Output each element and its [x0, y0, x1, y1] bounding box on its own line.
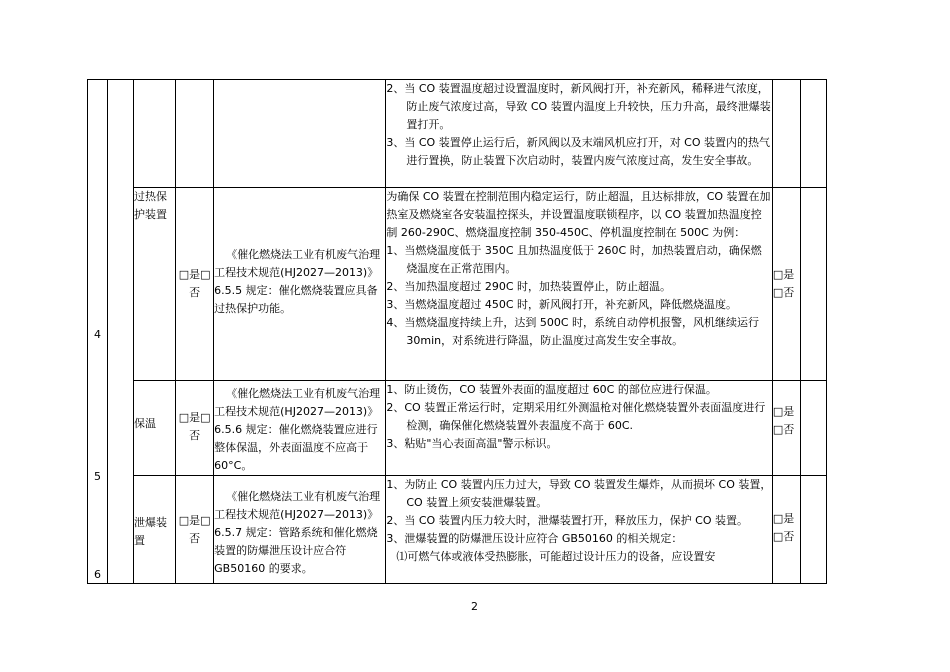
- measure-line: 1、为防止 CO 装置内压力过大，导致 CO 装置发生爆炸，从而损坏 CO 装置，CO 装置上须安装泄爆装置。: [386, 478, 772, 509]
- measure-line: 4、当燃烧温度持续上升，达到 500C 时，系统自动停机报警，风机继续运行 30min，对系统进行降温，防止温度过高发生安全事故。: [386, 316, 760, 347]
- item-name: 过热保护装置: [134, 188, 176, 381]
- regulation-text: 《催化燃烧法工业有机废气治理工程技术规范(HJ2027—2013)》6.5.6 规定：催化燃烧装置应进行整体保温，外表面温度不应高于 60°C。: [214, 387, 381, 472]
- row-number: 6: [94, 568, 101, 581]
- measure-line: 2、CO 装置正常运行时，定期采用红外测温枪对催化燃烧装置外表面温度进行检测，确保催化燃烧装置外表温度不高于 60C.: [386, 401, 766, 432]
- measure-cell: [386, 188, 773, 381]
- measure-line: 3、粘贴"当心表面高温"警示标识。: [386, 437, 558, 450]
- remark-cell: [800, 188, 826, 381]
- yes-checkbox[interactable]: □是: [772, 512, 795, 525]
- measure-line: 2、当加热温度超过 290C 时，加热装置停止，防止超温。: [386, 280, 672, 293]
- measure-line: 为确保 CO 装置在控制范围内稳定运行，防止超温，且达标排放，CO 装置在加热室及燃烧室各安装温控探头，并设置温度联锁程序，以 CO 装置加热温度控制 260-290C、燃烧温度控制 350-450C、停机温度控制在 500C 为例：: [386, 190, 771, 239]
- requirements-table: [87, 79, 827, 584]
- item-name: 泄爆装置: [134, 476, 176, 584]
- result-checkbox-cell: [772, 80, 800, 188]
- remark-cell: [800, 476, 826, 584]
- measure-line: 3、当燃烧温度超过 450C 时，新风阀打开，补充新风，降低燃烧温度。: [386, 298, 738, 311]
- table-row: [88, 381, 827, 476]
- no-checkbox[interactable]: □否: [772, 286, 795, 299]
- measure-line: ⑴可燃气体或液体受热膨胀，可能超过设计压力的设备，应设置安: [396, 550, 716, 563]
- yes-checkbox[interactable]: □是: [772, 268, 795, 281]
- item-name: [134, 80, 176, 188]
- yes-no-checkbox[interactable]: □是□否: [176, 381, 214, 476]
- regulation-cell: [214, 188, 386, 381]
- regulation-cell: [214, 476, 386, 584]
- row-number: 4: [94, 328, 101, 341]
- regulation-cell: [214, 80, 386, 188]
- result-checkbox-cell: [772, 381, 800, 476]
- yes-no-checkbox[interactable]: □是□否: [176, 476, 214, 584]
- regulation-text: 《催化燃烧法工业有机废气治理工程技术规范(HJ2027—2013)》6.5.5 规定：催化燃烧装置应具备过热保护功能。: [214, 248, 381, 315]
- measure-line: 3、泄爆装置的防爆泄压设计应符合 GB50160 的相关规定：: [386, 532, 683, 545]
- row-number-cell: [88, 80, 108, 584]
- measure-line: 1、防止烫伤，CO 装置外表面的温度超过 60C 的部位应进行保温。: [386, 383, 717, 396]
- result-checkbox-cell: [772, 188, 800, 381]
- no-checkbox[interactable]: □否: [772, 530, 795, 543]
- measure-line: 3、当 CO 装置停止运行后，新风阀以及末端风机应打开，对 CO 装置内的热气进行置换，防止装置下次启动时，装置内废气浓度过高，发生安全事故。: [386, 136, 771, 167]
- measure-cell: [386, 476, 773, 584]
- table-row: [88, 80, 827, 188]
- remark-cell: [800, 80, 826, 188]
- regulation-cell: [214, 381, 386, 476]
- result-checkbox-cell: [772, 476, 800, 584]
- blank-cell: [108, 80, 134, 584]
- measure-cell: [386, 381, 773, 476]
- measure-line: 2、当 CO 装置内压力较大时，泄爆装置打开，释放压力，保护 CO 装置。: [386, 514, 749, 527]
- yes-no-checkbox[interactable]: [176, 80, 214, 188]
- no-checkbox[interactable]: □否: [772, 423, 795, 436]
- measure-cell: [386, 80, 773, 188]
- measure-line: 2、当 CO 装置温度超过设置温度时，新风阀打开，补充新风，稀释进气浓度，防止废气浓度过高，导致 CO 装置内温度上升较快，压力升高，最终泄爆装置打开。: [386, 82, 771, 131]
- table-row: [88, 476, 827, 584]
- page-number: 2: [471, 600, 478, 613]
- item-name: 保温: [134, 381, 176, 476]
- measure-line: 1、当燃烧温度低于 350C 且加热温度低于 260C 时，加热装置启动，确保燃烧温度在正常范围内。: [386, 244, 762, 275]
- table-row: [88, 188, 827, 381]
- yes-checkbox[interactable]: □是: [772, 405, 795, 418]
- regulation-text: 《催化燃烧法工业有机废气治理工程技术规范(HJ2027—2013)》6.5.7 规定：管路系统和催化燃烧装置的防爆泄压设计应合符 GB50160 的要求。: [214, 490, 381, 575]
- yes-no-checkbox[interactable]: □是□否: [176, 188, 214, 381]
- row-number: 5: [94, 470, 101, 483]
- remark-cell: [800, 381, 826, 476]
